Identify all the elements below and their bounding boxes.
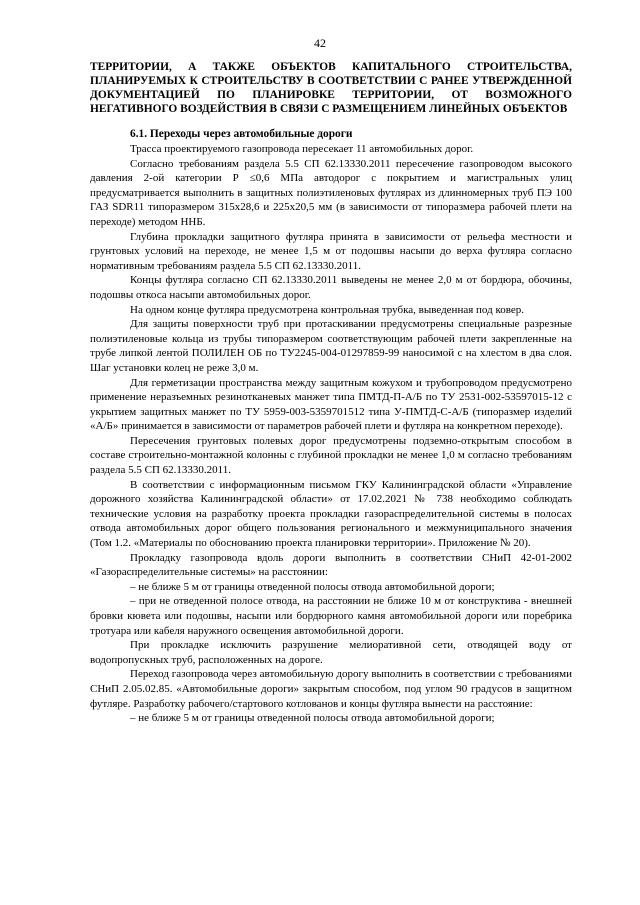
subsection-heading: 6.1. Переходы через автомобильные дороги	[130, 128, 353, 140]
paragraph: Согласно требованиям раздела 5.5 СП 62.13330.2011 пересечение газопроводом высокого давления 2-ой категории Р ≤0,6 МПа автодорог с покрытием и магистральных улиц предусматривается выполнить в защитных полиэтиленовых футлярах из длинномерных труб ПЭ 100 ГАЗ SDR11 типоразмером 315х28,6 и 225х20,5 мм (в зависимости от типоразмера рабочей плети на переходе) методом ННБ.	[90, 157, 572, 228]
paragraph: Для герметизации пространства между защитным кожухом и трубопроводом предусмотрено применение неразъемных резинотканевых манжет типа ПМТД-П-А/Б по ТУ 2531-002-53597015-12 с укрытием защитных манжет по ТУ 5959-003-5359701512 типа У-ПМТД-С-А/Б (типоразмер изделий «А/Б» принимается в зависимости от параметров рабочей плети и футляра на конкретном переходе).	[90, 376, 572, 433]
paragraph: Для защиты поверхности труб при протаскивании предусмотрены специальные разрезные полиэтиленовые кольца из трубы типоразмером соответствующим рабочей плети закрепленные на трубе липкой лентой ПОЛИЛЕН ОБ по ТУ2245-004-01297859-99 наносимой с на хлестом в два слоя. Шаг установки колец не реже 3,0 м.	[90, 318, 572, 374]
page-content	[90, 60, 572, 726]
paragraph: Пересечения грунтовых полевых дорог предусмотрены подземно-открытым способом в составе строительно-монтажной колонны с глубиной прокладки не менее 1,0 м согласно требованиям раздела 5.5 СП 62.13330.2011.	[90, 434, 572, 477]
paragraph: Прокладку газопровода вдоль дороги выполнить в соответствии СНиП 42-01-2002 «Газораспределительные системы» на расстоянии:	[90, 551, 572, 579]
list-item: – при не отведенной полосе отвода, на расстоянии не ближе 10 м от конструктива - внешней бровки кювета или подошвы, насыпи или бордюрного камня автомобильной дороги или поребрика тротуара или кабеля наружного освещения автомобильной дороги.	[90, 595, 572, 637]
paragraph: При прокладке исключить разрушение мелиоративной сети, отводящей воду от водопропускных труб, расположенных на дороге.	[90, 639, 572, 666]
paragraph: На одном конце футляра предусмотрена контрольная трубка, выведенная под ковер.	[130, 303, 524, 316]
page-number: 42	[314, 36, 326, 50]
section-heading: ТЕРРИТОРИИ, А ТАКЖЕ ОБЪЕКТОВ КАПИТАЛЬНОГО СТРОИТЕЛЬСТВА, ПЛАНИРУЕМЫХ К СТРОИТЕЛЬСТВУ В СООТВЕТСТВИИ С РАНЕЕ УТВЕРЖДЕННОЙ ДОКУМЕНТАЦИЕЙ ПО ПЛАНИРОВКЕ ТЕРРИТОРИИ, ОТ ВОЗМОЖНОГО НЕГАТИВНОГО ВОЗДЕЙСТВИЯ В СВЯЗИ С РАЗМЕЩЕНИЕМ ЛИНЕЙНЫХ ОБЪЕКТОВ	[90, 61, 572, 115]
paragraph: Концы футляра согласно СП 62.13330.2011 выведены не менее 2,0 м от бордюра, обочины, подошвы откоса насыпи автомобильных дорог.	[90, 274, 572, 301]
paragraph: Глубина прокладки защитного футляра принята в зависимости от рельефа местности и грунтовых условий на переходе, не менее 1,5 м от подошвы насыпи до верха футляра согласно нормативным требованиям раздела 5.5 СП 62.13330.2011.	[90, 230, 572, 272]
paragraph: Трасса проектируемого газопровода пересекает 11 автомобильных дорог.	[130, 143, 474, 155]
paragraph: Переход газопровода через автомобильную дорогу выполнить в соответствии с требованиями СНиП 2.05.02.85. «Автомобильные дороги» закрытым способом, под углом 90 градусов в защитном футляре. Разработку рабочего/стартового котлованов и концы футляра вынести на расстояние:	[90, 668, 572, 710]
list-item: – не ближе 5 м от границы отведенной полосы отвода автомобильной дороги;	[130, 580, 495, 593]
list-item: – не ближе 5 м от границы отведенной полосы отвода автомобильной дороги;	[130, 712, 495, 725]
paragraph: В соответствии с информационным письмом ГКУ Калининградской области «Управление дорожного хозяйства Калининградской области» от 17.02.2021 № 738 необходимо соблюдать технические условия на разработку проекта прокладки газораспределительной системы в полосах отвода автомобильных дорог общего пользования регионального и межмуниципального значения (Том 1.2. «Материалы по обоснованию проекта планировки территории». Приложение № 20).	[90, 478, 572, 550]
